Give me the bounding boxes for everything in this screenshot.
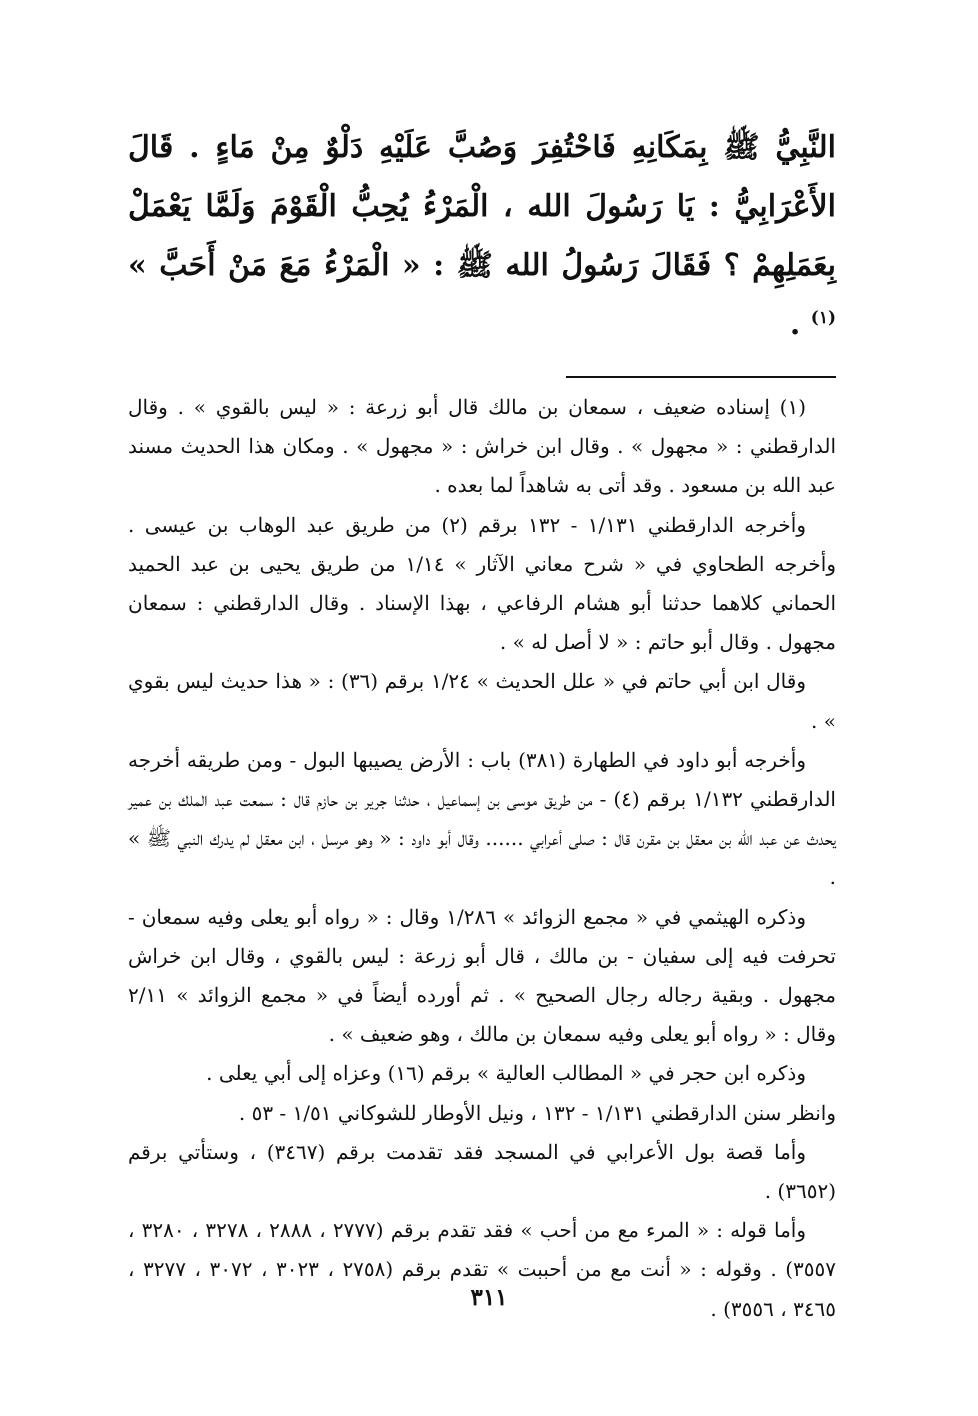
page-number: ٣١١ — [470, 1284, 508, 1311]
hadith-line-1: النَّبِيُّ ﷺ بِمَكَانِهِ فَاحْتُفِرَ وَصُبَّ عَلَيْهِ دَلْوٌ مِنْ مَاءٍ . قَالَ الأَعْرَابِيُّ : يَا — [128, 130, 837, 224]
hadith-line-3: رَسُولُ الله ﷺ : « الْمَرْءُ مَعَ مَنْ أَحَبَّ » — [128, 248, 639, 283]
footnote-paragraph: وأما قصة بول الأعرابي في المسجد فقد تقدمت برقم (٣٤٦٧) ، وستأتي برقم (٣٦٥٢) . — [128, 1139, 836, 1204]
footnote-paragraph: وانظر سنن الدارقطني ١/١٣١ - ١٣٢ ، ونيل الأوطار للشوكاني ١/٥١ - ٥٣ . — [238, 1100, 836, 1125]
footnote-reference: (١) — [810, 308, 836, 328]
page-body — [128, 118, 836, 1329]
footnote-paragraph: وأخرجه أبو داود في الطهارة (٣٨١) باب : الأرض يصيبها البول - ومن طريقه أخرجه الدارقطني ١/١٣٢ برقم (٤) - من طريق موسى بن إسماعيل ، حدثنا جرير بن حازم قال : سمعت عبد الملك بن عمير يحدث عن عبد الله بن معقل بن مقرن قال : صلى أعرابي ...... وقال أبو داود : « وهو مرسل ، ابن معقل لم يدرك النبي ﷺ » . — [128, 747, 836, 890]
footnotes — [128, 388, 836, 1329]
footnote-separator — [566, 376, 836, 378]
footnote-paragraph: وذكره ابن حجر في « المطالب العالية » برقم (١٦) وعزاه إلى أبي يعلى . — [206, 1061, 806, 1086]
footnote-paragraph: (١) إسناده ضعيف ، سمعان بن مالك قال أبو زرعة : « ليس بالقوي » . وقال الدارقطني : « مجهول » . وقال ابن خراش : « مجهول » . ومكان هذا الحديث مسند عبد الله بن مسعود . وقد أتى به شاهداً لما بعده . — [128, 395, 836, 498]
footnote-paragraph: وقال ابن أبي حاتم في « علل الحديث » ١/٢٤ برقم (٣٦) : « هذا حديث ليس بقوي » . — [128, 669, 836, 733]
hadith-line-2: رَسُولَ الله ، الْمَرْءُ يُحِبُّ الْقَوْمَ وَلَمَّا يَعْمَلْ بِعَمَلِهِمْ ؟ فَقَالَ — [128, 189, 836, 283]
hadith-end-mark: . — [789, 307, 811, 342]
footnote-paragraph: وأما قوله : « المرء مع من أحب » فقد تقدم برقم (٢٧٧٧ ، ٢٨٨٨ ، ٣٢٧٨ ، ٣٢٨٠ ، ٣٥٥٧) . وقوله : « أنت مع من أحببت » تقدم برقم (٢٧٥٨ ، ٣٠٢٣ ، ٣٠٧٢ ، ٣٢٧٧ ، ٣٤٦٥ ، ٣٥٥٦) . — [128, 1218, 836, 1321]
footnote-paragraph: وأخرجه الدارقطني ١/١٣١ - ١٣٢ برقم (٢) من طريق عبد الوهاب بن عيسى . وأخرجه الطحاوي في « شرح معاني الآثار » ١/١٤ من طريق يحيى بن عبد الحميد الحماني كلاهما حدثنا أبو هشام الرفاعي ، بهذا الإسناد . وقال الدارقطني : سمعان مجهول . وقال أبو حاتم : « لا أصل له » . — [128, 512, 836, 655]
hadith-text — [128, 118, 836, 354]
footnote-paragraph: وذكره الهيثمي في « مجمع الزوائد » ١/٢٨٦ وقال : « رواه أبو يعلى وفيه سمعان - تحرفت فيه إلى سفيان - بن مالك ، قال أبو زرعة : ليس بالقوي ، وقال ابن خراش مجهول . وبقية رجاله رجال الصحيح » . ثم أورده أيضاً في « مجمع الزوائد » ٢/١١ وقال : « رواه أبو يعلى وفيه سمعان بن مالك ، وهو ضعيف » . — [128, 904, 836, 1047]
